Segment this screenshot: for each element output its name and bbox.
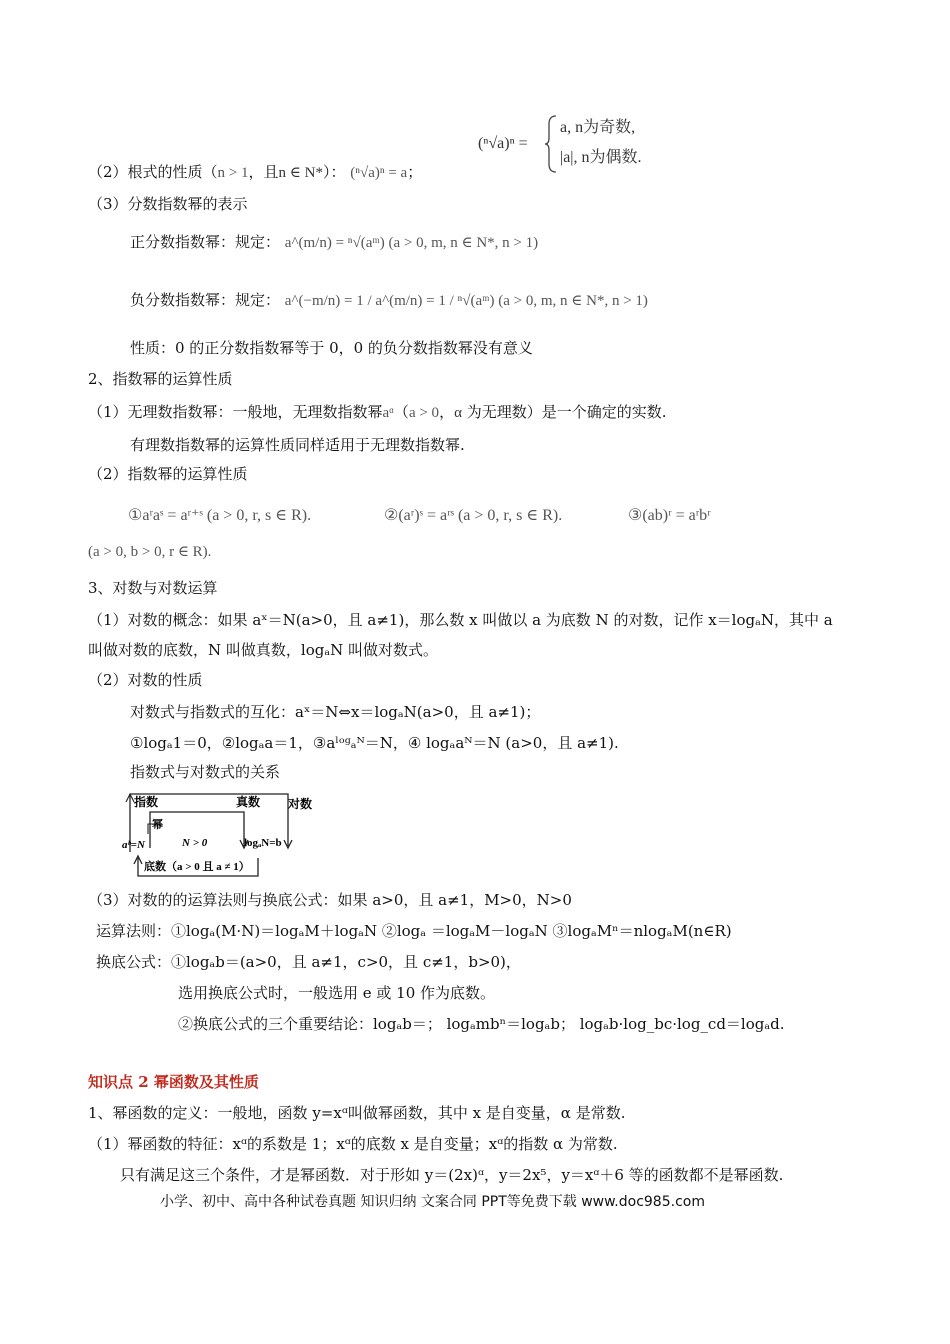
diagram-label-zhishu: 指数 [134,795,159,809]
line-property-note: 性质：0 的正分数指数幂等于 0，0 的负分数指数幂没有意义 [130,339,533,357]
diagram-label-mi: 幂 [152,819,163,831]
line-log-property-heading: （2）对数的性质 [88,671,203,689]
line-log-exp-conversion: 对数式与指数式的互化：aˣ＝N⇔x＝logₐN(a>0，且 a≠1)； [130,703,541,721]
text-segment: （ [393,403,409,421]
line-power-function-features: （1）幂函数的特征：xᵅ的系数是 1；xᵅ的底数 x 是自变量；xᵅ的指数 α 为常数. [88,1135,618,1153]
line-log-concept-2: 叫做对数的底数，N 叫做真数，logₐN 叫做对数式。 [88,641,439,659]
math-segment: n > 1 [217,165,249,181]
text-segment: （2）根式的性质（ [88,163,218,181]
rule-3: ③(ab)ʳ = aʳbʳ [628,507,711,524]
text-segment: 负分数指数幂：规定： [130,291,281,309]
diagram-label-log: logₐN=b [244,837,282,849]
math-segment: (ⁿ√a)ⁿ = a [350,165,408,181]
line-positive-fraction-exp [130,232,538,253]
diagram-label-abn: aᵇ=N [122,839,145,851]
line-radical-property [88,162,422,183]
line-change-base: 换底公式：①logₐb＝(a>0，且 a≠1，c>0，且 c≠1，b>0)， [96,953,521,971]
math-segment: aᵅ [382,405,394,421]
line-power-function-conditions: 只有满足这三个条件，才是幂函数．对于形如 y＝(2x)ᵅ，y＝2x⁵，y＝xᵅ＋6 等的函数都不是幂函数. [120,1166,784,1184]
text-segment: ，且 [248,163,279,181]
piecewise-case2: |a|, n为偶数. [560,149,642,166]
piecewise-brace [544,114,558,174]
line-log-identities: ①logₐ1＝0，②logₐa＝1，③aˡᵒᵍₐᴺ＝N，④ logₐaᴺ＝N (a>0，且 a≠1). [130,734,619,752]
footer-text: 小学、初中、高中各种试卷真题 知识归纳 文案合同 PPT等免费下载 www.doc985.com [160,1194,705,1210]
math-segment: a^(m/n) = ⁿ√(aᵐ) (a > 0, m, n ∈ N*, n > 1) [284,235,539,251]
line-change-base-conclusions: ②换底公式的三个重要结论：logₐb＝； logₐmbⁿ＝logₐb； logₐb·log_bc·log_cd＝logₐd. [178,1015,785,1033]
diagram-label-n-positive: N > 0 [182,837,208,849]
text-segment: ； [407,163,423,181]
piecewise-lhs-text: (ⁿ√a)ⁿ = [478,135,528,152]
text-segment: 正分数指数幂：规定： [130,233,281,251]
math-segment: α [454,405,462,421]
text-segment: ）： [322,163,346,181]
line-change-base-note: 选用换底公式时，一般选用 e 或 10 作为底数。 [178,984,496,1002]
line-negative-fraction-exp [130,290,648,311]
diagram-label-base: 底数（a > 0 且 a ≠ 1） [144,861,250,873]
text-segment: 为无理数）是一个确定的实数. [461,403,667,421]
exp-log-relation-diagram [120,790,320,880]
line-exp-rules-heading: （2）指数幂的运算性质 [88,465,248,483]
line-rational-rule-note: 有理数指数幂的运算性质同样适用于无理数指数幂. [130,436,465,454]
text-segment: ， [439,403,455,421]
diagram-label-zhenshu: 真数 [236,795,261,809]
text-segment: （1）无理数指数幂：一般地，无理数指数幂 [88,403,383,421]
line-power-function-def: 1、幂函数的定义：一般地，函数 y=xᵅ叫做幂函数，其中 x 是自变量，α 是常数. [88,1104,626,1122]
rule-2: ②(aʳ)ˢ = aʳˢ (a > 0, r, s ∈ R). [384,507,563,524]
line-fraction-exp-heading: （3）分数指数幂的表示 [88,195,248,213]
line-log-rules-heading: （3）对数的的运算法则与换底公式：如果 a>0，且 a≠1，M>0，N>0 [88,891,572,909]
section-3-heading: 3、对数与对数运算 [88,579,218,597]
piecewise-case1: a, n为奇数, [560,119,636,136]
rule-1: ①aʳaˢ = aʳ⁺ˢ (a > 0, r, s ∈ R). [128,507,312,524]
piecewise-lhs [478,134,528,154]
diagram-label-duishu: 对数 [288,797,313,811]
line-log-rules: 运算法则：①logₐ(M·N)＝logₐM＋logₐN ②logₐ ＝logₐM－logₐN ③logₐMⁿ＝nlogₐM(n∈R) [96,922,732,940]
math-segment: a^(−m/n) = 1 / a^(m/n) = 1 / ⁿ√(aᵐ) (a > 0, m, n ∈ N*, n > 1) [284,293,648,309]
line-relation-heading: 指数式与对数式的关系 [130,763,281,781]
math-segment: a > 0 [408,405,440,421]
math-segment: n ∈ N* [278,165,323,181]
line-log-concept: （1）对数的概念：如果 aˣ＝N(a>0，且 a≠1)，那么数 x 叫做以 a 为底数 N 的对数，记作 x＝logₐN，其中 a [88,611,833,629]
section-2-heading: 2、指数幂的运算性质 [88,370,233,388]
knowledge-point-2-heading: 知识点 2 幂函数及其性质 [88,1073,259,1091]
line-irrational-exp [88,402,666,423]
rule-3-condition: (a > 0, b > 0, r ∈ R). [88,544,212,560]
